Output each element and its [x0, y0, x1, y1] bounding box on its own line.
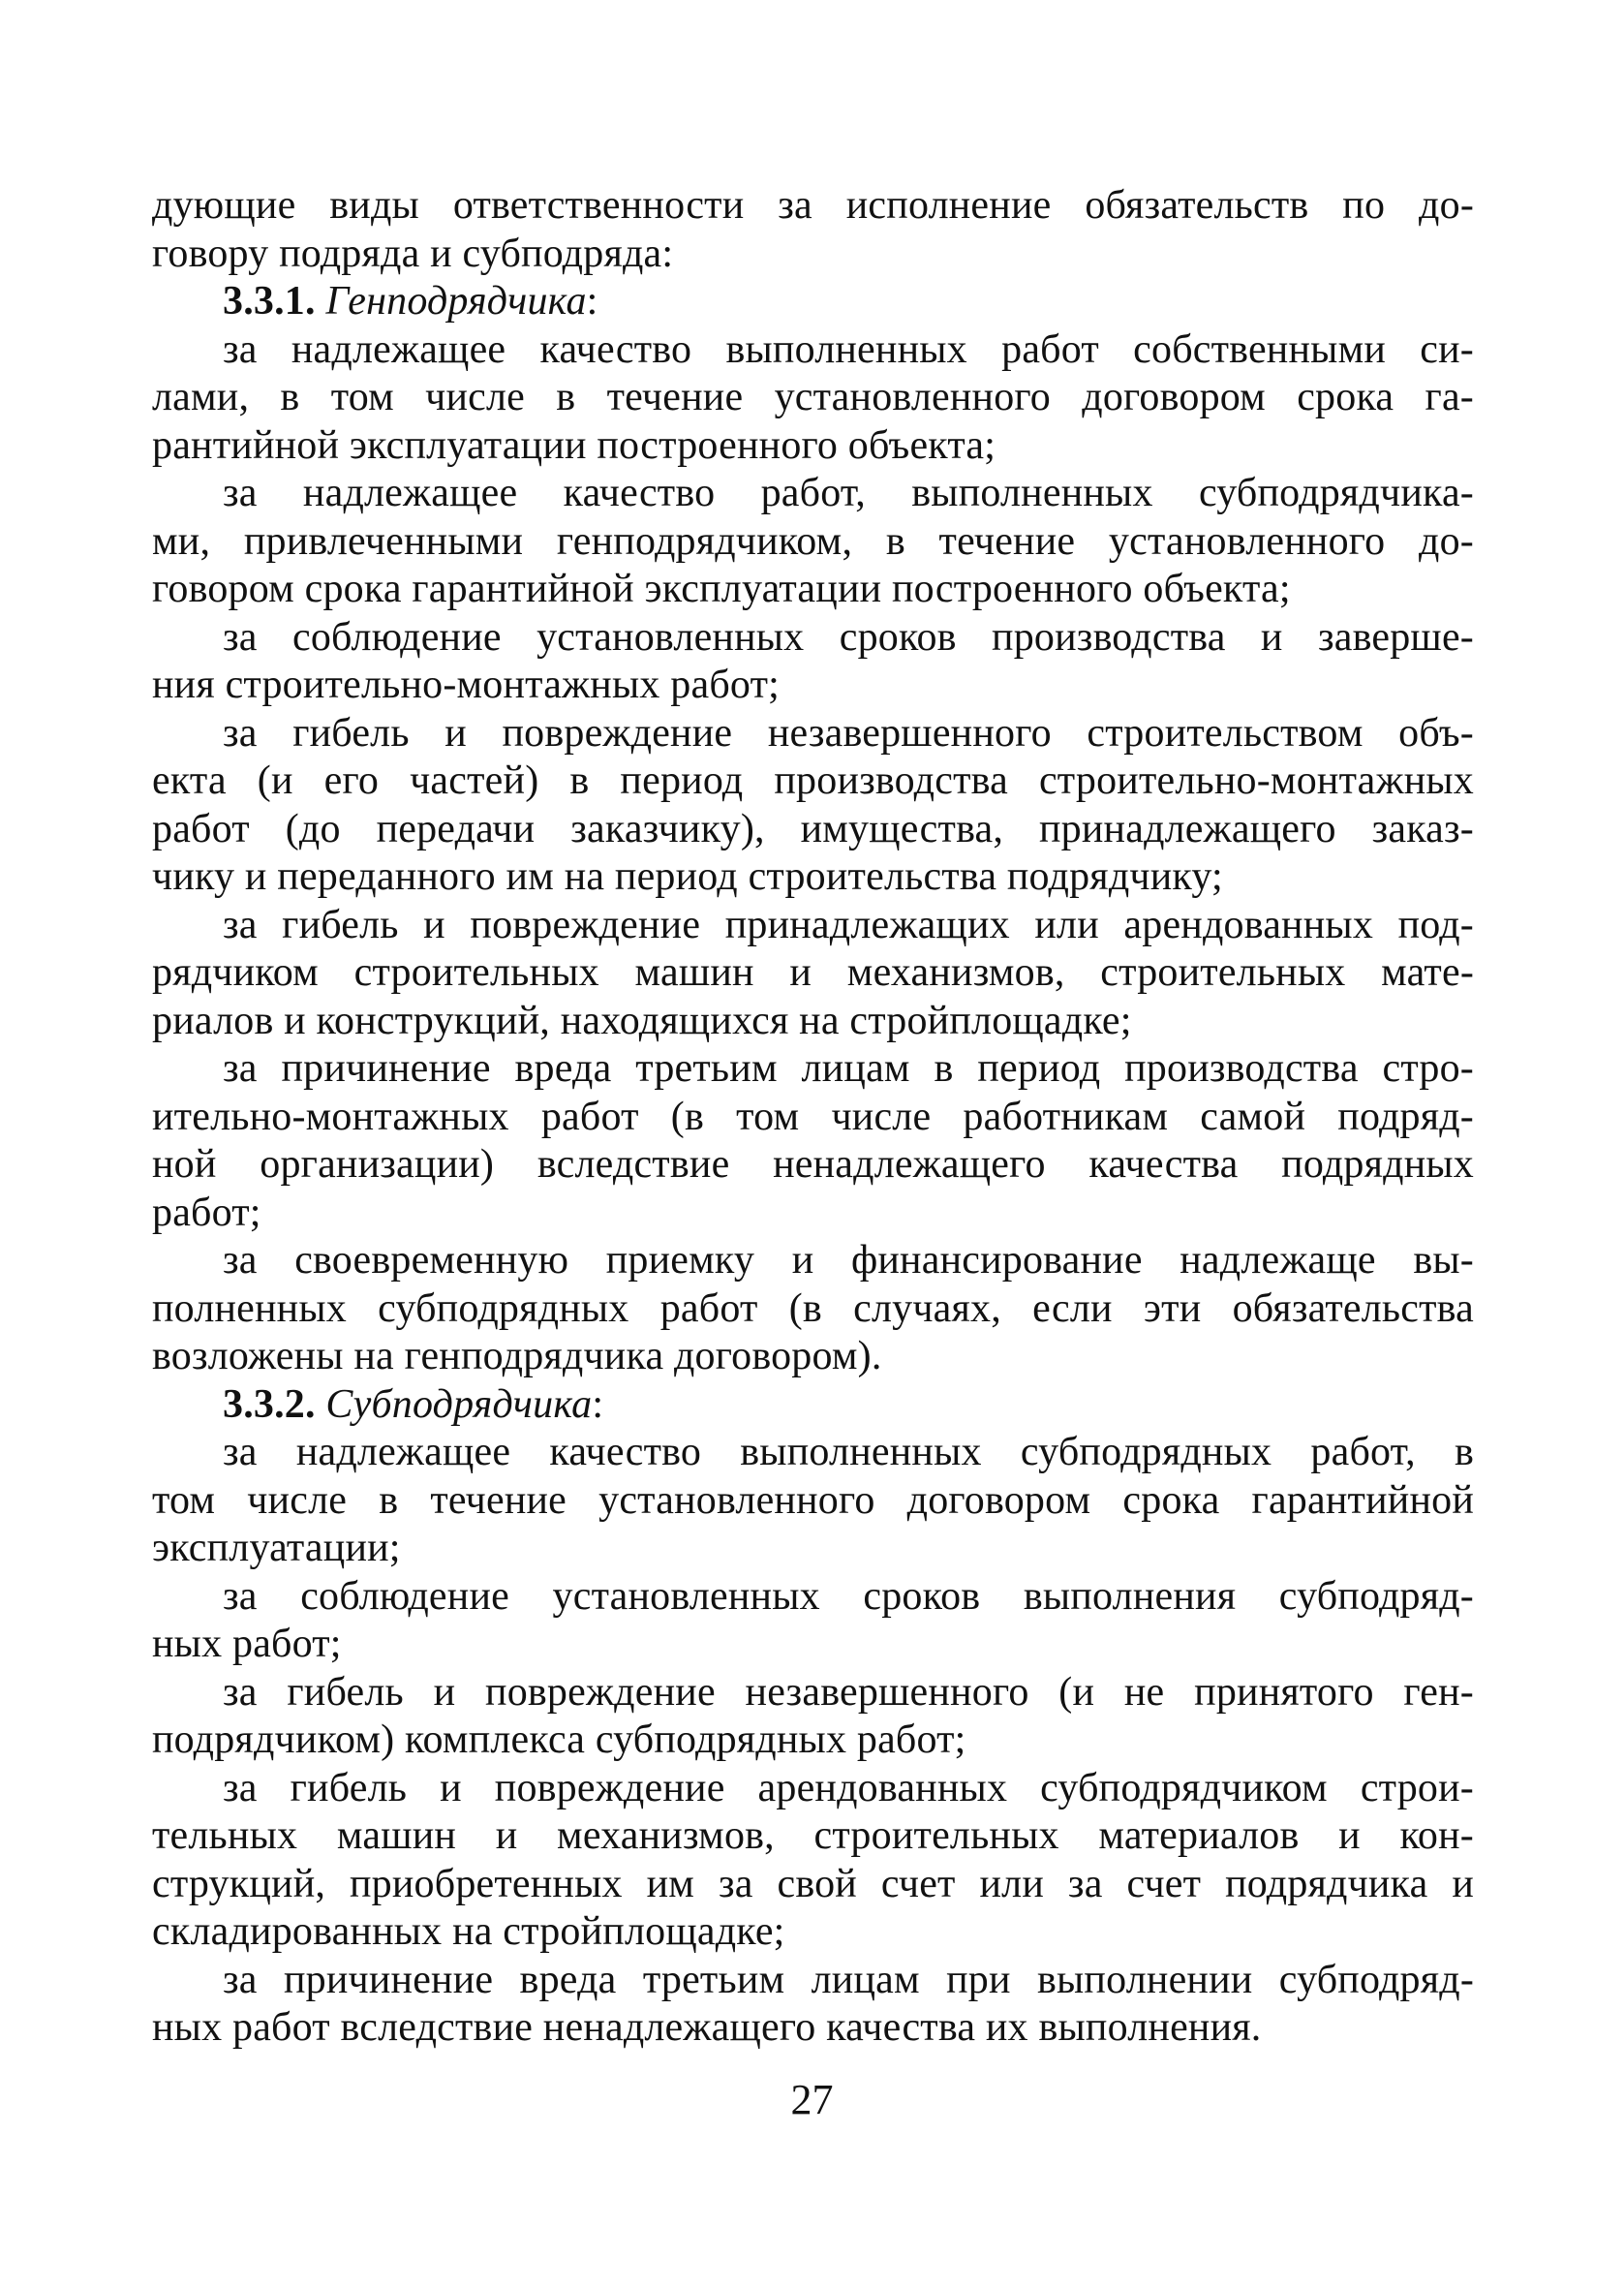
- document-page: [152, 182, 1474, 2053]
- section-number: 3.3.2.: [223, 1381, 316, 1427]
- text-line: дующие виды ответственности за исполнение обязательств по до-: [152, 183, 1474, 228]
- text-line: ния строительно-монтажных работ;: [152, 663, 780, 707]
- text-line: за причинение вреда третьим лицам в период производства стро-: [223, 1046, 1474, 1091]
- text-line: полненных субподрядных работ (в случаях, если эти обязательства: [152, 1285, 1474, 1331]
- paragraph: [152, 470, 1474, 614]
- text-line: складированных на стройплощадке;: [152, 1909, 785, 1954]
- text-line: риалов и конструкций, находящихся на стройплощадке;: [152, 998, 1132, 1043]
- text-line: ных работ вследствие ненадлежащего качества их выполнения.: [152, 2005, 1262, 2050]
- text-line: за соблюдение установленных сроков производства и заверше-: [223, 614, 1474, 660]
- text-line: за гибель и повреждение незавершенного (и не принятого ген-: [223, 1669, 1474, 1715]
- text-line: ми, привлеченными генподрядчиком, в течение установленного до-: [152, 518, 1474, 564]
- text-line: за надлежащее качество выполненных субподрядных работ, в: [223, 1430, 1474, 1474]
- paragraph: [152, 1429, 1474, 1573]
- paragraph: [152, 902, 1474, 1046]
- text-line: за гибель и повреждение принадлежащих или арендованных под-: [223, 902, 1474, 947]
- text-line: работ;: [152, 1190, 261, 1235]
- section-number: 3.3.1.: [223, 279, 316, 324]
- text-line: за гибель и повреждение арендованных субподрядчиком строи-: [223, 1765, 1474, 1810]
- text-line: том числе в течение установленного договором срока гарантийной: [152, 1477, 1474, 1523]
- text-line: говором срока гарантийной эксплуатации построенного объекта;: [152, 567, 1291, 611]
- section-title: Генподрядчика: [325, 279, 587, 324]
- text-line: тельных машин и механизмов, строительных материалов и кон-: [152, 1813, 1474, 1858]
- text-line: чику и переданного им на период строительства подрядчику;: [152, 854, 1223, 899]
- section-title: Субподрядчика: [325, 1381, 593, 1427]
- paragraph: [152, 1669, 1474, 1765]
- text-line: екта (и его частей) в период производства строительно-монтажных: [152, 758, 1474, 803]
- section-colon: :: [586, 279, 598, 324]
- paragraph: [152, 326, 1474, 471]
- text-line: ительно-монтажных работ (в том числе работникам самой подряд-: [152, 1094, 1474, 1139]
- text-line: за своевременную приемку и финансирование надлежаще вы-: [223, 1238, 1474, 1283]
- section-colon: :: [592, 1381, 604, 1427]
- text-line: эксплуатации;: [152, 1526, 401, 1570]
- paragraph: [152, 614, 1474, 710]
- text-line: возложены на генподрядчика договором).: [152, 1334, 882, 1378]
- text-line: лами, в том числе в течение установленного договором срока га-: [152, 375, 1474, 419]
- section-heading: [152, 278, 1474, 326]
- paragraph: [152, 1573, 1474, 1669]
- paragraph: [152, 710, 1474, 902]
- section-heading: [152, 1381, 1474, 1430]
- paragraph: [152, 1045, 1474, 1237]
- page-number: 27: [790, 2076, 834, 2123]
- paragraph: [152, 1237, 1474, 1381]
- text-line: за соблюдение установленных сроков выполнения субподряд-: [223, 1573, 1474, 1619]
- text-line: рантийной эксплуатации построенного объекта;: [152, 422, 996, 468]
- paragraph: [152, 1957, 1474, 2053]
- text-line: ной организации) вследствие ненадлежащего качества подрядных: [152, 1142, 1474, 1187]
- text-line: за гибель и повреждение незавершенного строительством объ-: [223, 710, 1474, 756]
- intro-paragraph: [152, 182, 1474, 278]
- text-line: за причинение вреда третьим лицам при выполнении субподряд-: [223, 1957, 1474, 2002]
- text-line: работ (до передачи заказчику), имущества, принадлежащего заказ-: [152, 806, 1474, 851]
- text-line: подрядчиком) комплекса субподрядных работ;: [152, 1717, 966, 1762]
- text-line: ных работ;: [152, 1622, 342, 1666]
- text-line: за надлежащее качество выполненных работ собственными си-: [223, 326, 1474, 372]
- text-line: за надлежащее качество работ, выполненных субподрядчика-: [223, 471, 1474, 515]
- text-line: рядчиком строительных машин и механизмов, строительных мате-: [152, 950, 1474, 995]
- paragraph: [152, 1765, 1474, 1957]
- text-line: говору подряда и субподряда:: [152, 231, 674, 276]
- text-line: струкций, приобретенных им за свой счет или за счет подрядчика и: [152, 1861, 1474, 1906]
